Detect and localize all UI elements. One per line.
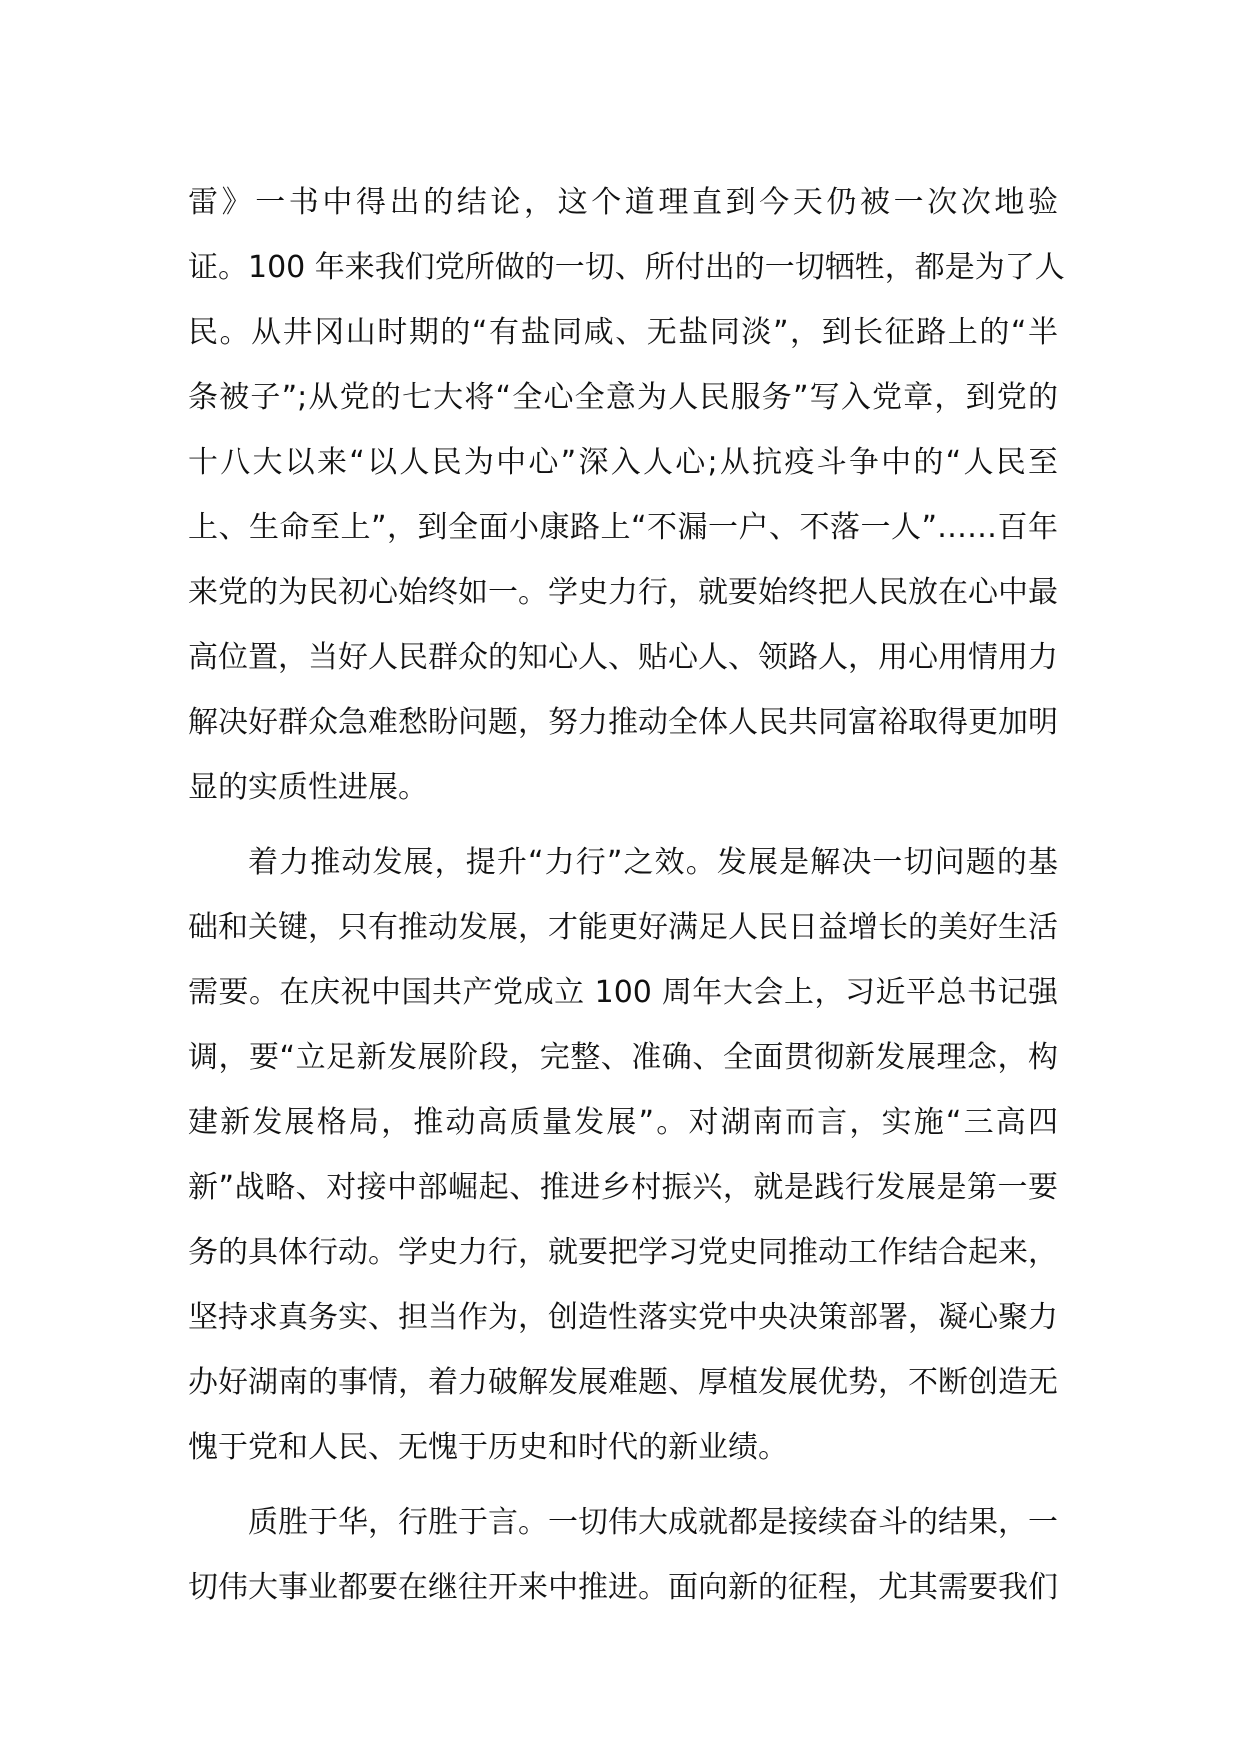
text-line: 础和关键，只有推动发展，才能更好满足人民日益增长的美好生活 [188,910,1058,945]
text-line: 办好湖南的事情，着力破解发展难题、厚植发展优势，不断创造无 [188,1365,1058,1400]
text-line: 调，要“立足新发展阶段，完整、准确、全面贯彻新发展理念，构 [188,1040,1058,1075]
text-line: 高位置，当好人民群众的知心人、贴心人、领路人，用心用情用力 [188,640,1058,675]
text-line: 新”战略、对接中部崛起、推进乡村振兴，就是践行发展是第一要 [188,1170,1058,1205]
text-line: 务的具体行动。学史力行，就要把学习党史同推动工作结合起来， [188,1235,1058,1270]
paragraph-2 [188,830,1058,1480]
text-line: 解决好群众急难愁盼问题，努力推动全体人民共同富裕取得更加明 [188,705,1058,740]
text-line: 条被子”;从党的七大将“全心全意为人民服务”写入党章，到党的 [188,380,1058,415]
text-line: 着力推动发展，提升“力行”之效。发展是解决一切问题的基 [248,845,1058,880]
paragraph-1 [188,170,1065,820]
paragraph-3 [188,1490,1058,1620]
paragraph-spacer [188,1480,1058,1490]
text-line: 十八大以来“以人民为中心”深入人心;从抗疫斗争中的“人民至 [188,445,1058,480]
text-line: 证。100 年来我们党所做的一切、所付出的一切牺牲，都是为了人 [188,250,1065,285]
text-line: 需要。在庆祝中国共产党成立 100 周年大会上，习近平总书记强 [188,975,1058,1010]
text-line: 民。从井冈山时期的“有盐同咸、无盐同淡”，到长征路上的“半 [188,315,1058,350]
text-line: 上、生命至上”，到全面小康路上“不漏一户、不落一人”……百年 [188,510,1058,545]
text-line: 来党的为民初心始终如一。学史力行，就要始终把人民放在心中最 [188,575,1058,610]
text-line: 切伟大事业都要在继往开来中推进。面向新的征程，尤其需要我们 [188,1570,1058,1605]
text-line: 显的实质性进展。 [188,770,428,805]
text-line: 雷》一书中得出的结论，这个道理直到今天仍被一次次地验 [188,185,1058,220]
paragraph-spacer [188,820,1058,830]
text-line: 愧于党和人民、无愧于历史和时代的新业绩。 [188,1430,788,1465]
text-line: 坚持求真务实、担当作为，创造性落实党中央决策部署，凝心聚力 [188,1300,1058,1335]
text-line: 质胜于华，行胜于言。一切伟大成就都是接续奋斗的结果，一 [248,1505,1058,1540]
document-body [188,170,1065,1620]
text-line: 建新发展格局，推动高质量发展”。对湖南而言，实施“三高四 [188,1105,1058,1140]
